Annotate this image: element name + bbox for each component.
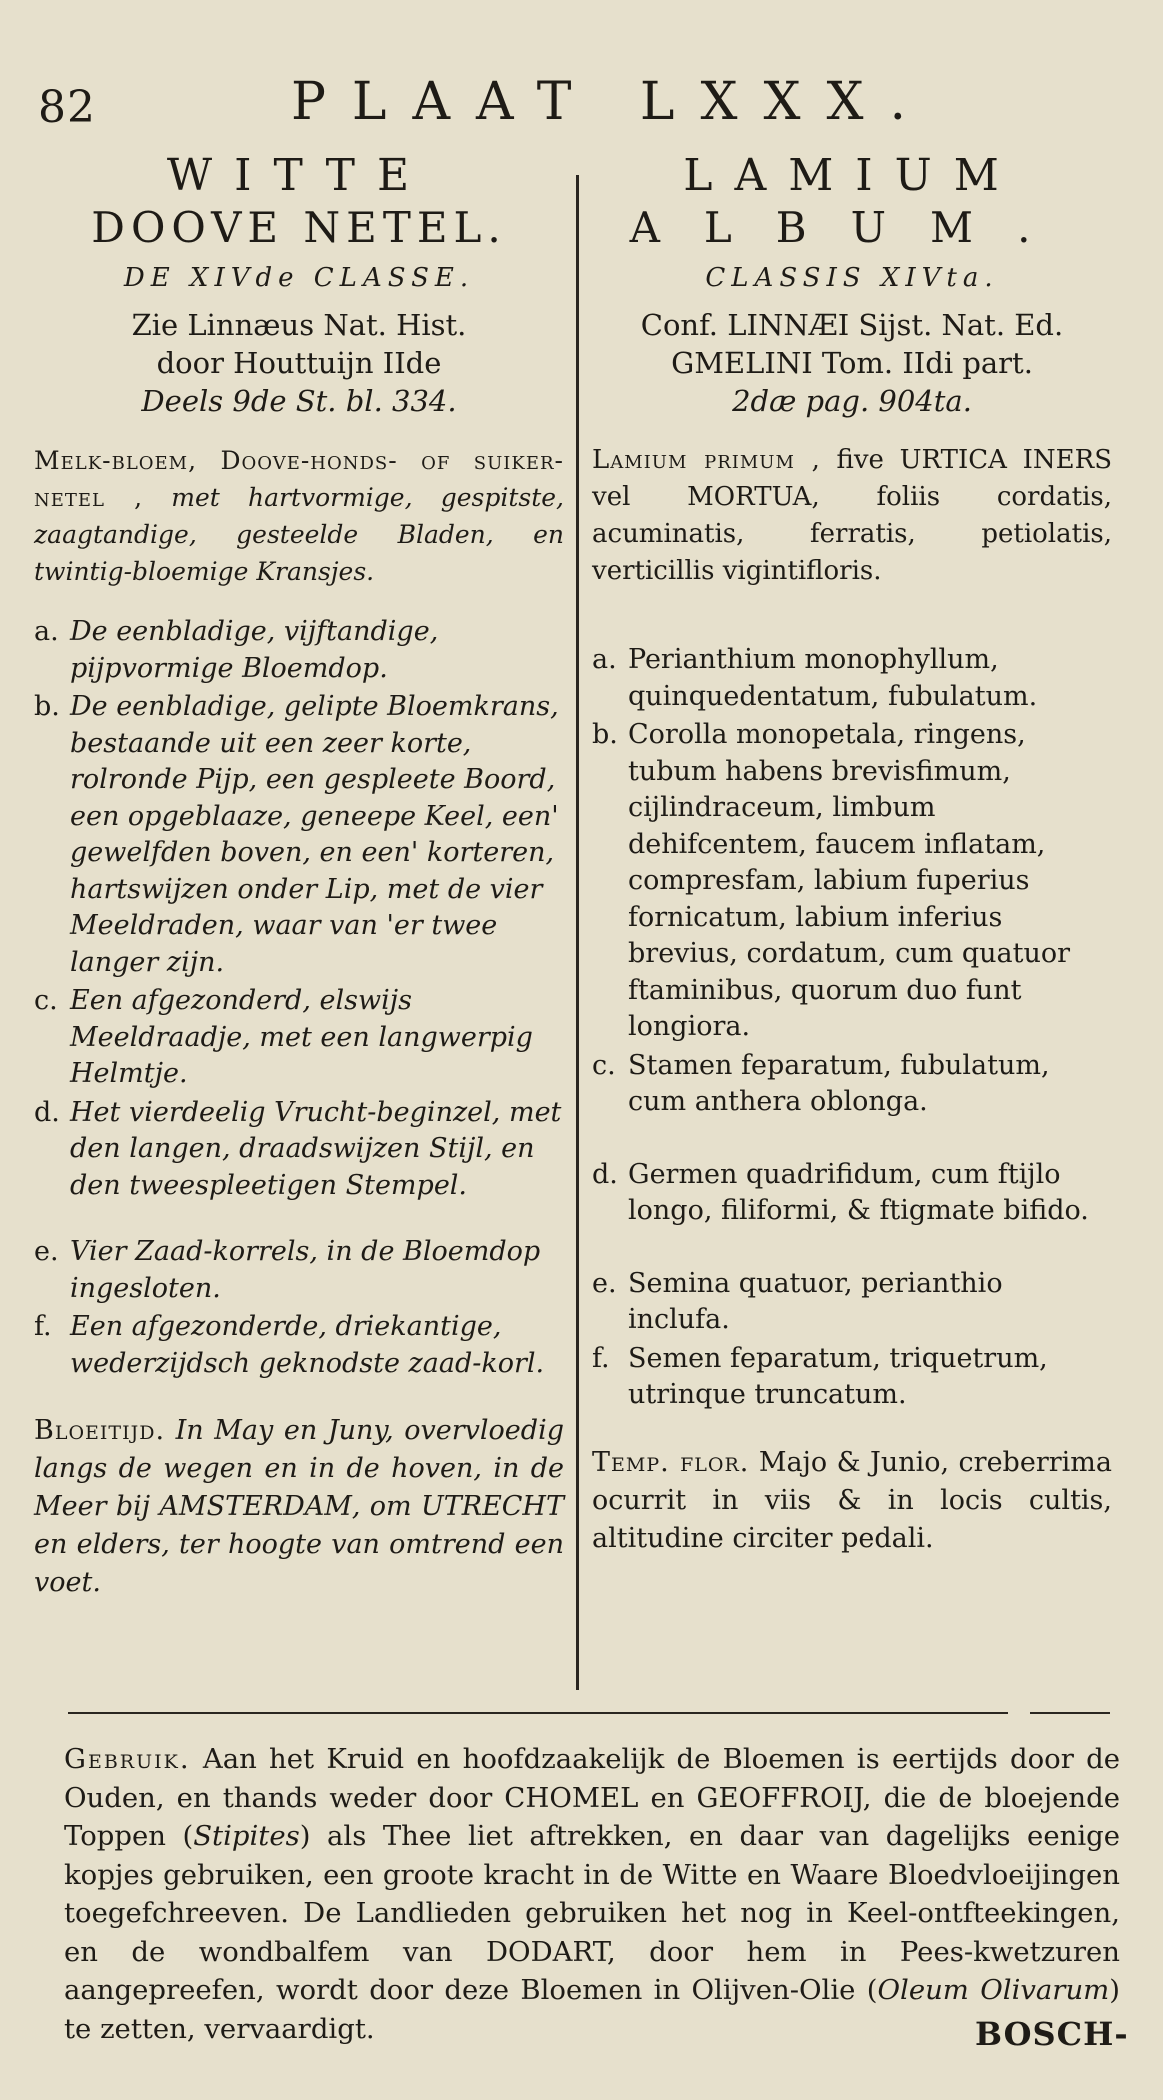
part-letter: d. <box>34 1096 60 1128</box>
latin-desc-lead: Lamium primum , <box>592 445 821 475</box>
usage-text-1: Aan het Kruid en hoofdzaakelijk de Bloemen is eertijds door de Ouden, en thands weder door CHOMEL en GEOFFROIJ, die de bloejende Toppen ( <box>64 1743 1120 1852</box>
part-letter: b. <box>34 691 60 722</box>
latin-bloei-lead: Temp. flor. <box>592 1446 750 1478</box>
dutch-desc-lead: Melk-bloem, Doove-honds- of suiker-netel , <box>34 446 564 512</box>
dutch-part-e <box>34 1234 564 1307</box>
part-text: Germen quadrifidum, cum ftijlo longo, filiformi, & ftigmate bifido. <box>628 1158 1089 1226</box>
usage-oleum: Oleum Olivarum <box>877 1974 1110 2006</box>
usage-stipites: Stipites <box>193 1820 300 1852</box>
latin-title-line1: LAMIUM <box>683 150 1021 201</box>
part-letter: e. <box>34 1236 59 1267</box>
part-letter: d. <box>592 1158 618 1190</box>
part-text: De eenbladige, gelipte Bloemkrans, bestaande uit een zeer korte, rolronde Pijp, een gespleete Boord, een opgeblaaze, geneepe Keel, een' gewelfden boven, en een' korteren, hartswijzen onder Lip, met de vier Meeldraden, waar van 'er twee langer zijn. <box>70 691 559 978</box>
part-letter: a. <box>34 616 59 647</box>
latin-part-f <box>592 1341 1112 1414</box>
usage-text-2: ) als Thee liet aftrekken, en daar van dagelijks eenige kopjes gebruiken, een groote kracht in de Witte en Waare Bloedvloeijingen toegefchreeven. De Landlieden gebruiken het nog in Keel-ontfteekingen, en de wondbalfem van DODART, door hem in Pees-kwetzuren aangepreefen, wordt door deze Bloemen in Olijven-Olie ( <box>64 1820 1120 2006</box>
latin-part-d <box>592 1157 1112 1230</box>
part-text: Het vierdeelig Vrucht-beginzel, met den langen, draadswijzen Stijl, en den tweespleetigen Stempel. <box>70 1096 562 1201</box>
part-letter: b. <box>592 719 618 750</box>
latin-part-e <box>592 1266 1112 1339</box>
part-letter: c. <box>592 1049 616 1081</box>
dutch-column <box>34 150 564 1602</box>
dutch-part-b <box>34 689 564 981</box>
usage-lead: Gebruik. <box>64 1743 191 1775</box>
latin-reference <box>592 306 1112 420</box>
part-letter: f. <box>592 1342 610 1374</box>
part-letter: e. <box>592 1267 617 1299</box>
dutch-part-f <box>34 1309 564 1382</box>
part-text: Perianthium monophyllum, quinquedentatum, fubulatum. <box>628 644 1038 712</box>
usage-text-3: ) te zetten, vervaardigt. <box>64 1974 1120 2045</box>
dutch-ref-line2: door Houttuijn IIde <box>156 346 442 380</box>
dutch-parts-list <box>34 614 564 1382</box>
latin-flowering-time <box>592 1444 1112 1558</box>
dutch-description <box>34 442 564 590</box>
part-text: De eenbladige, vijftandige, pijpvormige Bloemdop. <box>70 616 439 684</box>
latin-description <box>592 442 1112 590</box>
latin-classis: CLASSIS XIVta. <box>705 263 999 293</box>
latin-column <box>592 150 1112 1558</box>
dutch-flowering-time <box>34 1412 564 1602</box>
part-letter: f. <box>34 1311 52 1342</box>
section-rule <box>68 1712 1008 1714</box>
part-letter: a. <box>592 644 617 675</box>
dutch-ref-line1: Zie Linnæus Nat. Hist. <box>131 308 467 342</box>
part-text: Semina quatuor, perianthio inclufa. <box>628 1267 1003 1335</box>
dutch-bloei-lead: Bloeitijd. <box>34 1415 166 1446</box>
latin-ref-line2: GMELINI Tom. IIdi part. <box>671 346 1033 380</box>
latin-title-line2: ALBUM. <box>629 203 1075 252</box>
section-rule-end <box>1030 1712 1110 1714</box>
part-letter: c. <box>34 985 58 1016</box>
dutch-desc-text: met hartvormige, gespitste, zaagtandige, gesteelde Bladen, en twintig-bloemige Kransjes. <box>34 483 564 586</box>
plate-title: PLAAT LXXX. <box>290 72 933 132</box>
dutch-part-d <box>34 1095 564 1205</box>
dutch-reference <box>34 306 564 420</box>
latin-bloei-text: Majo & Junio, creberrima ocurrit in viis & in locis cultis, altitudine circiter pedali. <box>592 1446 1112 1554</box>
part-text: Vier Zaad-korrels, in de Bloemdop ingesloten. <box>70 1236 541 1304</box>
part-text: Een afgezonderd, elswijs Meeldraadje, met een langwerpig Helmtje. <box>70 985 533 1089</box>
latin-part-b <box>592 717 1112 1046</box>
dutch-classis: DE XIVde CLASSE. <box>123 263 475 293</box>
latin-parts-list <box>592 642 1112 1414</box>
part-text: Semen feparatum, triquetrum, utrinque truncatum. <box>628 1342 1048 1410</box>
latin-part-a <box>592 642 1112 715</box>
part-text: Een afgezonderde, driekantige, wederzijdsch geknodste zaad-korl. <box>70 1311 545 1379</box>
dutch-title-line2: DOOVE NETEL. <box>91 203 507 252</box>
latin-ref-line1: Conf. LINNÆI Sijst. Nat. Ed. <box>640 308 1064 342</box>
column-divider <box>576 175 579 1690</box>
part-text: Corolla monopetala, ringens, tubum habens brevisfimum, cijlindraceum, limbum dehifcentem, faucem inflatam, compresfam, labium fuperius fornicatum, labium inferius brevius, cordatum, cum quatuor ftaminibus, quorum duo funt longiora. <box>628 719 1071 1042</box>
dutch-part-a <box>34 614 564 687</box>
usage-paragraph <box>64 1740 1120 2048</box>
latin-ref-line3: 2dæ pag. 904ta. <box>732 384 972 418</box>
latin-part-c <box>592 1048 1112 1121</box>
dutch-part-c <box>34 983 564 1093</box>
page-number: 82 <box>38 82 96 133</box>
part-text: Stamen feparatum, fubulatum, cum anthera oblonga. <box>628 1049 1050 1117</box>
dutch-ref-line3: Deels 9de St. bl. 334. <box>141 384 457 418</box>
latin-desc-text: five URTICA INERS vel MORTUA, foliis cordatis, acuminatis, ferratis, petiolatis, verticillis vigintifloris. <box>592 445 1113 586</box>
dutch-title-line1: WITTE <box>166 150 432 201</box>
dutch-bloei-text: In May en Juny, overvloedig langs de wegen en in de hoven, in de Meer bij AMSTERDAM, om UTRECHT en elders, ter hoogte van omtrend een voet. <box>34 1415 564 1598</box>
catchword: BOSCH- <box>975 2015 1129 2053</box>
